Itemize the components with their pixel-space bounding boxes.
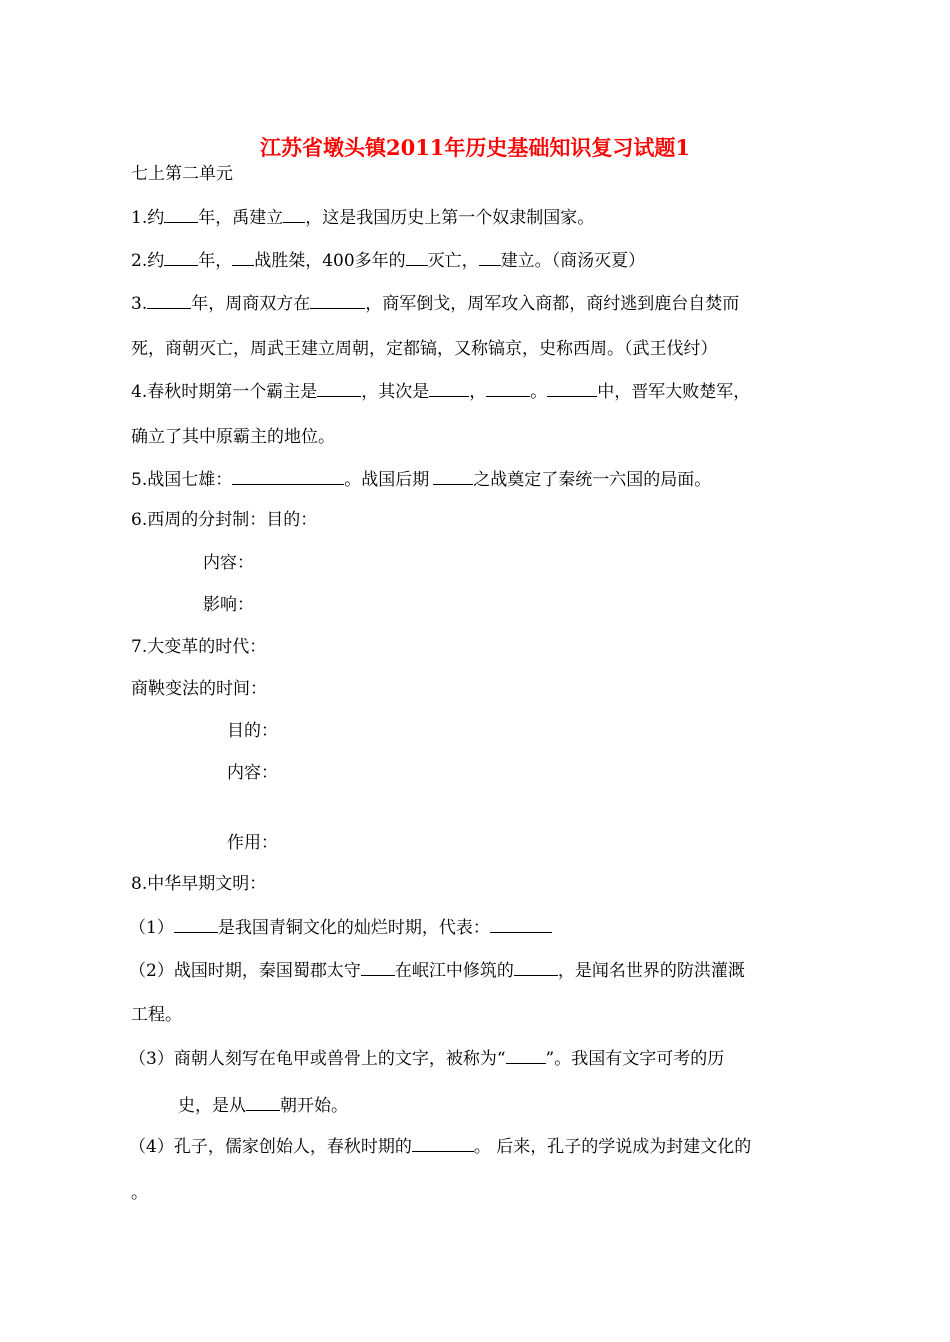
fill-blank[interactable] xyxy=(164,205,198,223)
question-2 xyxy=(131,248,645,272)
fill-blank[interactable] xyxy=(406,248,428,266)
document-title: 江苏省墩头镇2011年历史基础知识复习试题1 xyxy=(259,135,691,160)
q8-1-text-b: 是我国青铜文化的灿烂时期，代表： xyxy=(217,918,490,938)
q5-text-a: 5.战国七雄： xyxy=(131,470,233,490)
fill-blank[interactable] xyxy=(317,379,361,397)
fill-blank[interactable] xyxy=(310,291,365,309)
question-8-1 xyxy=(129,915,552,939)
q4-text-d: 。 xyxy=(530,382,548,402)
question-7-purpose: 目的： xyxy=(227,721,278,741)
q8-3-text-c: 史，是从 xyxy=(178,1096,246,1116)
q8-3-text-b: ”。我国有文字可考的历 xyxy=(545,1049,725,1069)
question-3-line-2: 死，商朝灭亡，周武王建立周朝，定都镐，又称镐京，史称西周。（武王伐纣） xyxy=(131,339,718,359)
q5-text-c: 之战奠定了秦统一六国的局面。 xyxy=(473,470,712,490)
fill-blank[interactable] xyxy=(147,291,191,309)
question-8-2-line-1 xyxy=(129,958,745,982)
fill-blank[interactable] xyxy=(547,379,597,397)
question-7-time: 商鞅变法的时间： xyxy=(131,679,267,699)
question-8-3-line-2 xyxy=(178,1093,348,1117)
q8-1-text-a: （1） xyxy=(129,918,174,938)
q3-text-a: 3. xyxy=(131,294,148,314)
q2-text-c: 战胜桀，400多年的 xyxy=(254,251,406,271)
fill-blank[interactable] xyxy=(164,248,198,266)
fill-blank[interactable] xyxy=(506,1046,546,1064)
q8-4-text-a: （4）孔子，儒家创始人，春秋时期的 xyxy=(129,1137,412,1157)
q2-text-e: 建立。（商汤灭夏） xyxy=(500,251,646,271)
question-8-4-line-1 xyxy=(129,1134,751,1158)
question-8-4-line-2: 。 xyxy=(131,1183,148,1203)
fill-blank[interactable] xyxy=(283,205,305,223)
question-4-line-1 xyxy=(131,379,750,403)
q4-text-c: ， xyxy=(469,382,487,402)
fill-blank[interactable] xyxy=(232,248,254,266)
fill-blank[interactable] xyxy=(412,1134,474,1152)
q8-2-text-b: 在岷江中修筑的 xyxy=(394,961,514,981)
fill-blank[interactable] xyxy=(232,467,344,485)
fill-blank[interactable] xyxy=(429,379,469,397)
question-6-influence: 影响： xyxy=(203,595,254,615)
q4-text-a: 4.春秋时期第一个霸主是 xyxy=(131,382,318,402)
question-1 xyxy=(131,205,594,229)
question-5 xyxy=(131,467,711,491)
question-6-content: 内容： xyxy=(203,553,254,573)
question-7-effect: 作用： xyxy=(227,833,278,853)
unit-heading: 七上第二单元 xyxy=(131,164,233,184)
question-8-2-line-2: 工程。 xyxy=(131,1005,182,1025)
question-6-purpose: 6.西周的分封制：目的： xyxy=(131,510,318,530)
fill-blank[interactable] xyxy=(490,915,552,933)
q8-3-text-d: 朝开始。 xyxy=(280,1096,348,1116)
question-7-head: 7.大变革的时代： xyxy=(131,637,267,657)
question-3-line-1 xyxy=(131,291,739,315)
q8-3-text-a: （3）商朝人刻写在龟甲或兽骨上的文字，被称为“ xyxy=(129,1049,506,1069)
fill-blank[interactable] xyxy=(486,379,530,397)
question-4-line-2: 确立了其中原霸主的地位。 xyxy=(131,427,335,447)
q3-text-b: 年，周商双方在 xyxy=(191,294,311,314)
q4-text-b: ，其次是 xyxy=(361,382,430,402)
q8-2-text-a: （2）战国时期，秦国蜀郡太守 xyxy=(129,961,361,981)
q3-text-c: ，商军倒戈，周军攻入商都，商纣逃到鹿台自焚而 xyxy=(365,294,740,314)
fill-blank[interactable] xyxy=(174,915,218,933)
q2-text-a: 2.约 xyxy=(131,251,165,271)
q1-text-b: 年，禹建立 xyxy=(198,208,284,228)
question-8-head: 8.中华早期文明： xyxy=(131,874,267,894)
q1-text-c: ，这是我国历史上第一个奴隶制国家。 xyxy=(305,208,595,228)
q8-4-text-b: 。 后来，孔子的学说成为封建文化的 xyxy=(473,1137,752,1157)
fill-blank[interactable] xyxy=(479,248,501,266)
fill-blank[interactable] xyxy=(246,1093,280,1111)
q5-text-b: 。战国后期 xyxy=(344,470,430,490)
fill-blank[interactable] xyxy=(433,467,473,485)
q2-text-b: 年， xyxy=(198,251,233,271)
fill-blank[interactable] xyxy=(514,958,558,976)
q8-2-text-c: ，是闻名世界的防洪灌溉 xyxy=(557,961,745,981)
q4-text-e: 中，晋军大败楚军， xyxy=(597,382,751,402)
question-7-content: 内容： xyxy=(227,763,278,783)
question-8-3-line-1 xyxy=(129,1046,724,1070)
fill-blank[interactable] xyxy=(361,958,395,976)
q1-text-a: 1.约 xyxy=(131,208,165,228)
q2-text-d: 灭亡， xyxy=(427,251,479,271)
